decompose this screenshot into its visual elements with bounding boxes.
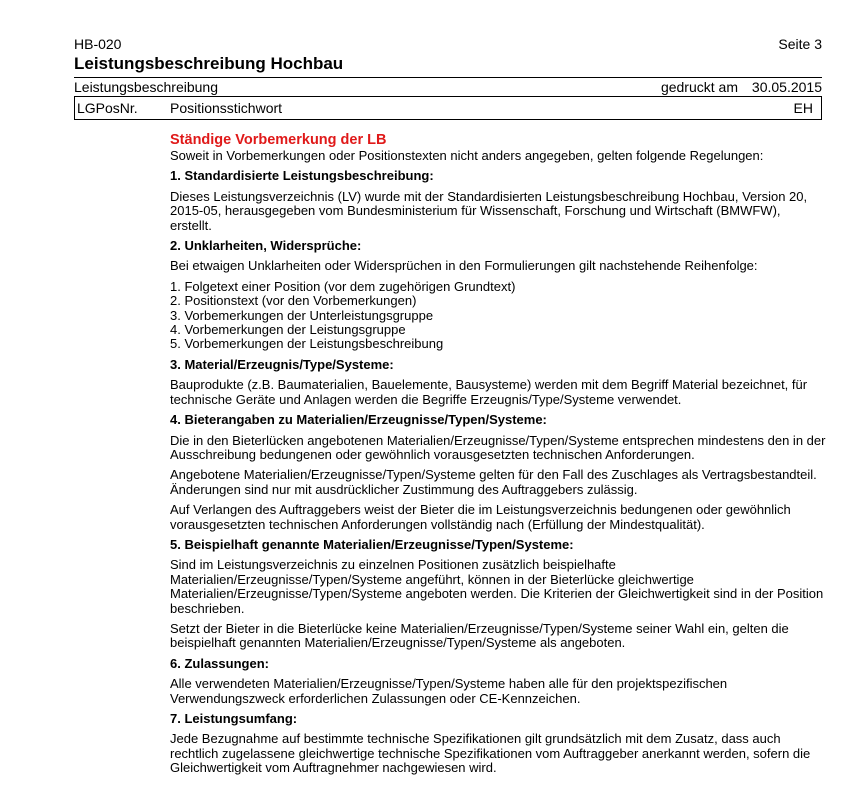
column-pos: LGPosNr. xyxy=(77,100,138,116)
paragraph-7: Jede Bezugnahme auf bestimmte technische Spezifikationen gilt grundsätzlich mit dem Zusatz, dass auch rechtlich zugelassene gleichwertige technische Spezifikationen vom Auftraggeber anerkannt werden, sofern die Gleichwertigkeit vom Auftragnehmer nachgewiesen wird. xyxy=(170,731,811,776)
page-number: Seite 3 xyxy=(778,36,822,52)
list-item: 3. Vorbemerkungen der Unterleistungsgruppe xyxy=(170,307,434,323)
heading-3: 3. Material/Erzeugnis/Type/Systeme: xyxy=(170,356,394,372)
content-body xyxy=(170,131,826,782)
paragraph-4a: Die in den Bieterlücken angebotenen Materialien/Erzeugnisse/Typen/Systeme entsprechen mindestens den in der Ausschreibung bedungenen oder gewöhnlich vorausgesetzten technischen Anforderungen. xyxy=(170,432,826,462)
paragraph-3: Bauprodukte (z.B. Baumaterialien, Bauelemente, Bausysteme) werden mit dem Begriff Material bezeichnet, für technische Geräte und Anlagen werden die Begriffe Erzeugnis/Type/Systeme verwendet. xyxy=(170,377,808,407)
column-header-row xyxy=(74,96,822,120)
section-title: Ständige Vorbemerkung der LB xyxy=(170,132,387,148)
document-code: HB-020 xyxy=(74,36,122,52)
paragraph-4c: Auf Verlangen des Auftraggebers weist der Bieter die im Leistungsverzeichnis bedungenen oder gewöhnlich vorausgesetzten technischen Anforderungen vollständig nach (Erfüllung der Mindestqualität). xyxy=(170,502,791,532)
heading-5: 5. Beispielhaft genannte Materialien/Erzeugnisse/Typen/Systeme: xyxy=(170,536,574,552)
paragraph-6: Alle verwendeten Materialien/Erzeugnisse/Typen/Systeme haben alle für den projektspezifischen Verwendungszweck erforderlichen Zulassungen oder CE-Kennzeichen. xyxy=(170,676,728,706)
document-subtitle: Leistungsbeschreibung xyxy=(74,79,218,95)
order-list xyxy=(170,280,826,352)
intro-paragraph: Soweit in Vorbemerkungen oder Positionstexten nicht anders angegeben, gelten folgende Regelungen: xyxy=(170,148,764,163)
list-item: 2. Positionstext (vor den Vorbemerkungen) xyxy=(170,293,417,309)
heading-1: 1. Standardisierte Leistungsbeschreibung: xyxy=(170,168,434,184)
list-item: 5. Vorbemerkungen der Leistungsbeschreibung xyxy=(170,336,444,352)
heading-6: 6. Zulassungen: xyxy=(170,655,269,671)
column-unit: EH xyxy=(793,100,813,116)
paragraph-4b: Angebotene Materialien/Erzeugnisse/Typen/Systeme gelten für den Fall des Zuschlages als Vertragsbestandteil. Änderungen sind nur mit ausdrücklicher Zustimmung des Auftraggebers zulässig. xyxy=(170,467,817,497)
list-item: 4. Vorbemerkungen der Leistungsgruppe xyxy=(170,322,406,338)
list-item: 1. Folgetext einer Position (vor dem zugehörigen Grundtext) xyxy=(170,278,516,294)
paragraph-5a: Sind im Leistungsverzeichnis zu einzelnen Positionen zusätzlich beispielhafte Materialien/Erzeugnisse/Typen/Systeme angeführt, können in der Bieterlücke gleichwertige Materialien/Erzeugnisse/Typen/Systeme angeboten werden. Die Kriterien der Gleichwertigkeit sind in der Position beschrieben. xyxy=(170,557,824,616)
paragraph-2: Bei etwaigen Unklarheiten oder Widersprüchen in den Formulierungen gilt nachstehende Reihenfolge: xyxy=(170,258,758,274)
header-code-row xyxy=(74,36,822,52)
heading-2: 2. Unklarheiten, Widersprüche: xyxy=(170,238,362,254)
meta-row xyxy=(74,77,822,96)
printed-date: 30.05.2015 xyxy=(751,79,822,95)
column-keyword: Positionsstichwort xyxy=(170,100,283,116)
paragraph-1: Dieses Leistungsverzeichnis (LV) wurde mit der Standardisierten Leistungsbeschreibung Hochbau, Version 20, 2015-05, herausgegeben vom Bundesministerium für Wissenschaft, Forschung und Wirtschaft (BMWFW), erstellt. xyxy=(170,188,808,233)
paragraph-5b: Setzt der Bieter in die Bieterlücke keine Materialien/Erzeugnisse/Typen/Systeme seiner Wahl ein, gelten die beispielhaft genannten Materialien/Erzeugnisse/Typen/Systeme als angeboten. xyxy=(170,620,789,651)
document-title: Leistungsbeschreibung Hochbau xyxy=(74,54,344,73)
heading-4: 4. Bieterangaben zu Materialien/Erzeugnisse/Typen/Systeme: xyxy=(170,412,547,428)
heading-7: 7. Leistungsumfang: xyxy=(170,711,298,726)
printed-label: gedruckt am xyxy=(660,79,738,95)
